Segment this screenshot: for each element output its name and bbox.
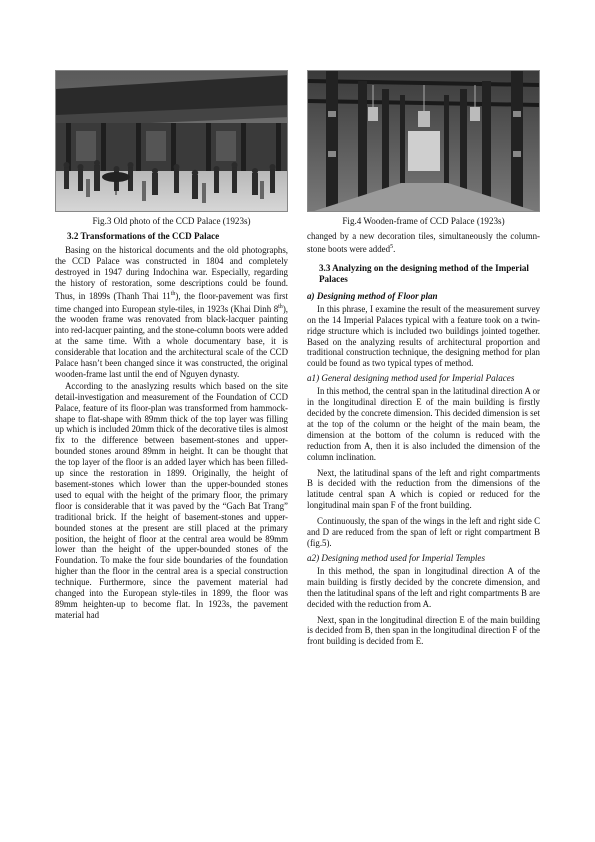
fig3-caption: Fig.3 Old photo of the CCD Palace (1923s): [92, 216, 251, 226]
subsection-a2-paragraph-2: Next, span in the longitudinal direction E of the main building is decided from B, then span in the longitudinal direction F of the front building is decided from E.: [307, 614, 540, 647]
subsection-a1-paragraph-3: Continuously, the span of the wings in the left and right side C and D are reduced from the span of left or right compartment B (fig.5).: [307, 516, 540, 548]
p2-cont-text-b: .: [393, 243, 396, 254]
fig4-caption: Fig.4 Wooden-frame of CCD Palace (1923s): [342, 216, 505, 226]
fig4-wooden-frame-photo: [307, 70, 540, 212]
section-3-3-heading: 3.3 Analyzing on the designing method of the Imperial Palaces: [319, 262, 529, 284]
p1-sup-1: th: [170, 290, 176, 297]
subsection-a2-heading: a2) Designing method used for Imperial Temples: [307, 552, 485, 563]
p1-text-c: ), the wooden frame was renovated from black-lacquer painting into red-lacquer painting, and the stone-column boots were added at the same time. With a whole documentary base, it is considerable that location and the architectural scale of the CCD Palace hasn’t been changed since it was constructed, the original wooden-frame last until the end of Nguyen dynasty.: [55, 303, 288, 379]
left-column: [55, 70, 288, 622]
p1-sup-2: th: [278, 303, 283, 310]
subsection-a2-paragraph-1: In this method, the span in longitudinal direction A of the main building is firstly decided by the concrete dimension, and then the latitudinal spans of the left and right compartments B are decided with the reduction from A.: [307, 565, 540, 609]
section-3-2-paragraph-2-continued: [307, 231, 540, 255]
subsection-a1-paragraph-2: Next, the latitudinal spans of the left and right compartments B is decided with the reduction from the dimensions of the latitude central span A which is copied or reduced for the longitudinal main span F of the front building.: [307, 467, 540, 511]
subsection-a1-paragraph-1: In this method, the central span in the latitudinal direction A or in the longitudinal direction E of the main building is firstly decided by the concrete dimension. This decided dimension is set at the top of the column or the height of the main beam, the dimension at the bottom of the column is reduced with the reduction from A, then it is also included the dimension of the column inclination.: [307, 386, 540, 462]
fig3-old-photo: [55, 70, 288, 212]
fig3-photo-image: [56, 71, 288, 212]
p1-text-a: Basing on the historical documents and the old photographs, the CCD Palace was constructed in 1804 and completely destroyed in 1947 during Indochina war. Especially, regarding the history of restoration, some descriptions could be found. Thus, in 1899s (Thanh Thai 11: [55, 245, 288, 301]
section-3-2-paragraph-1: [55, 245, 288, 380]
fig4-photo-image: [308, 71, 540, 212]
section-3-2-paragraph-2: According to the anaslyzing results which based on the site detail-investigation and measurement of the Foundation of CCD Palace, feature of its floor-plan was transformed from hammock-shape to flat-shape with 89mm thick of the top layer was filling up which is included 20mm thick of the decorative tiles is almost fix to the difference between basement-stones and upper-bounded stones around 89mm in height. It can be thought that the top layer of the floor is an added layer which has been filled-up since the restoration in 1899. Originally, the height of basement-stones which lower than the upper-bounded stones used to equal with the height of the primary floor, the primary floor is considerable that it was paved by the “Gach Bat Trang” traditional brick. If the height of basement-stones and upper-bounded stones at the present are still placed at the primary position, the height of floor at the central area would be 89mm lower than the height of the upper-bounded stones of the Foundation. To make the four side boundaries of the foundation higher than the floor in the central area is a special construction technique. Furthermore, since the pavement material had changed into the European style-tiles in 1899, the floor was 89mm heighten-up to become flat. In 1923s, the pavement material had: [55, 380, 288, 620]
subsection-a1-heading: a1) General designing method used for Imperial Palaces: [307, 373, 515, 384]
subsection-a-paragraph: In this phrase, I examine the result of the measurement survey on the 14 Imperial Palaces typical with a feature took on a twin-ridge structure which is included two buildings jointed together. Based on the analyzing results of architectural proportion and traditional construction technique, the designing method for plan could be found as two typical types of method.: [307, 303, 540, 369]
p2-cont-text-a: changed by a new decoration tiles, simultaneously the column-stone boots were added: [307, 231, 540, 254]
p2-cont-sup: 5: [390, 243, 394, 250]
p1-text-b: ), the floor-pavement was first time changed into European style-tiles, in 1923s (Khai Dinh 8: [55, 290, 288, 314]
right-column: [307, 70, 540, 648]
section-3-2-heading: 3.2 Transformations of the CCD Palace: [67, 231, 220, 241]
subsection-a-heading: a) Designing method of Floor plan: [307, 290, 438, 301]
